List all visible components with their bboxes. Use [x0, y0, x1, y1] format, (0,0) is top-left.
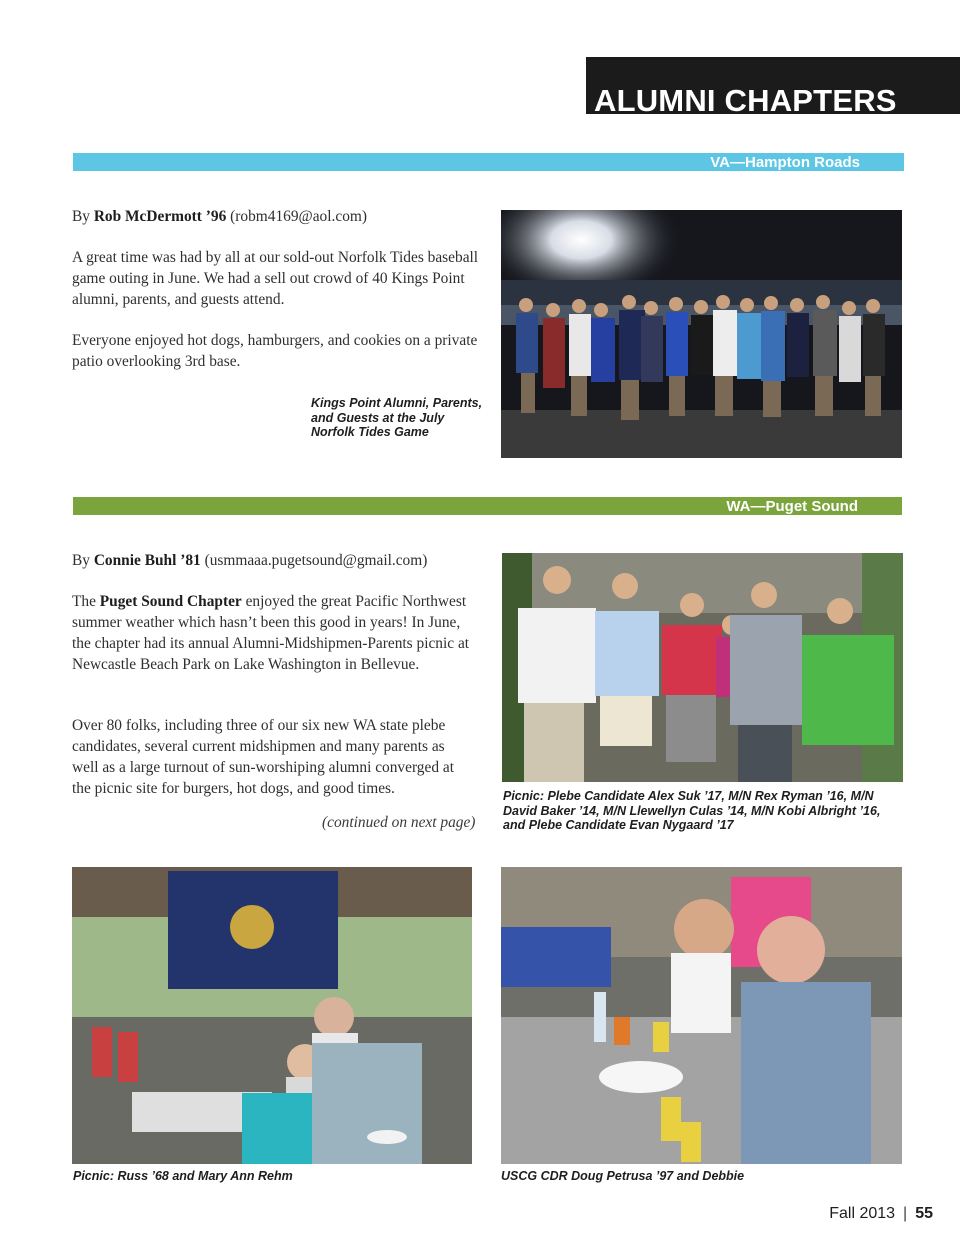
hampton-roads-bar: VA—Hampton Roads: [73, 153, 904, 171]
hampton-author: Rob McDermott ’96: [93, 208, 227, 225]
hampton-paragraph-2: Everyone enjoyed hot dogs, hamburgers, and cookies on a private patio overlooking 3rd base.: [72, 332, 478, 370]
puget-byline: By Connie Buhl ’81 (usmmaaa.pugetsound@gmail.com): [72, 552, 428, 569]
hampton-photo-caption: Kings Point Alumni, Parents, and Guests at the July Norfolk Tides Game: [311, 396, 483, 439]
page-number: 55: [915, 1205, 933, 1222]
hampton-email: (robm4169@aol.com): [230, 208, 367, 225]
picnic-group-photo: [502, 553, 903, 782]
footer-separator: |: [903, 1205, 908, 1222]
petrusa-caption: USCG CDR Doug Petrusa ’97 and Debbie: [501, 1169, 745, 1183]
picnic-group-caption: Picnic: Plebe Candidate Alex Suk ’17, M/N Rex Ryman ’16, M/N David Baker ’14, M/N Llewellyn Culas ’14, M/N Kobi Albright ’16, and Plebe Candidate Evan Nygaard ’17: [503, 789, 881, 832]
puget-sound-bar: WA—Puget Sound: [73, 497, 902, 515]
puget-email: (usmmaaa.pugetsound@gmail.com): [204, 552, 428, 569]
rehm-caption: Picnic: Russ ’68 and Mary Ann Rehm: [73, 1169, 293, 1183]
continued-note: (continued on next page): [322, 814, 476, 831]
hampton-paragraph-1: A great time was had by all at our sold-out Norfolk Tides baseball game outing in June. We had a sell out crowd of 40 Kings Point alumni, parents, and guests attend.: [72, 249, 479, 308]
tides-game-group-photo: [501, 210, 902, 458]
puget-author: Connie Buhl ’81: [93, 552, 201, 569]
section-header: [586, 57, 960, 118]
puget-paragraph-2: Over 80 folks, including three of our six new WA state plebe candidates, several current midshipmen and many parents as well as a large turnout of sun-worshiping alumni converged at the picnic site for burgers, hot dogs, and good times.: [72, 717, 454, 797]
page-footer: [829, 1205, 933, 1223]
section-title: ALUMNI CHAPTERS: [594, 83, 897, 118]
puget-paragraph-1: The Puget Sound Chapter enjoyed the great Pacific Northwest summer weather which hasn’t been this good in years! In June, the chapter had its annual Alumni-Midshipmen-Parents picnic at Newcastle Beach Park on Lake Washington in Bellevue.: [72, 593, 470, 673]
petrusa-picnic-photo: [501, 867, 902, 1164]
hampton-byline: By Rob McDermott ’96 (robm4169@aol.com): [72, 208, 367, 225]
rehm-picnic-photo: [72, 867, 472, 1164]
issue-label: Fall 2013: [829, 1205, 896, 1222]
